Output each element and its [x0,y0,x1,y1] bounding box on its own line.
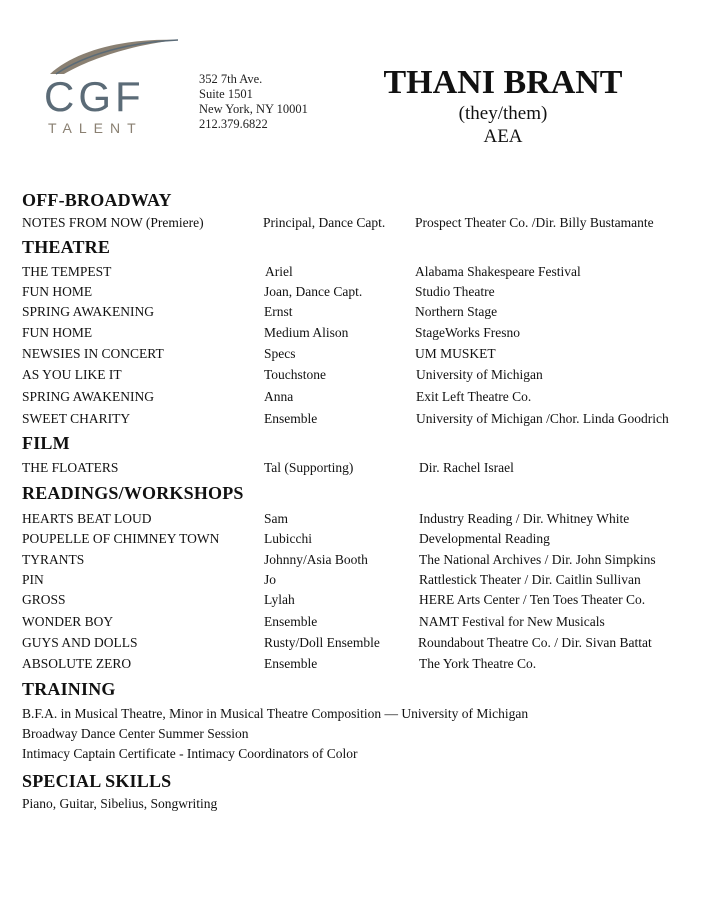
section-title-special-skills: SPECIAL SKILLS [22,771,172,791]
performer-name: THANI BRANT [383,64,623,101]
credit-role: Lubicchi [264,531,312,546]
credit-venue: University of Michigan [416,367,543,382]
credit-role: Ensemble [264,411,318,426]
credit-title: SPRING AWAKENING [22,304,155,319]
credit-venue: HERE Arts Center / Ten Toes Theater Co. [419,592,646,607]
credit-title: NEWSIES IN CONCERT [22,346,164,361]
credit-role: Medium Alison [264,325,349,340]
credit-title: HEARTS BEAT LOUD [22,511,152,526]
agency-logo [40,28,180,138]
pronouns: (they/them) [458,103,548,124]
credit-title: THE TEMPEST [22,264,112,279]
credit-venue: Rattlestick Theater / Dir. Caitlin Sullivan [419,572,641,587]
credit-venue: StageWorks Fresno [415,325,521,340]
credit-title: NOTES FROM NOW (Premiere) [22,215,204,230]
credit-title: FUN HOME [22,284,93,299]
credit-role: Touchstone [264,367,327,382]
training-line: Intimacy Captain Certificate - Intimacy Coordinators of Color [22,746,358,761]
credit-role: Tal (Supporting) [264,460,354,475]
credit-role: Johnny/Asia Booth [264,552,368,567]
section-title-training: TRAINING [22,679,116,699]
logo-swoosh-icon [46,28,180,76]
address-line: New York, NY 10001 [199,102,308,116]
section-title-readings-workshops: READINGS/WORKSHOPS [22,483,244,503]
address-line: Suite 1501 [199,87,253,101]
credit-venue: Exit Left Theatre Co. [416,389,532,404]
training-line: B.F.A. in Musical Theatre, Minor in Musical Theatre Composition — University of Michigan [22,706,529,721]
address-line: 352 7th Ave. [199,72,263,86]
credit-venue: The York Theatre Co. [419,656,537,671]
credit-venue: Northern Stage [415,304,498,319]
credit-title: ABSOLUTE ZERO [22,656,132,671]
credit-role: Jo [264,572,277,587]
credit-role: Anna [264,389,294,404]
credit-title: POUPELLE OF CHIMNEY TOWN [22,531,220,546]
credit-venue: Industry Reading / Dir. Whitney White [419,511,630,526]
credit-role: Ensemble [264,656,318,671]
credit-venue: University of Michigan /Chor. Linda Goodrich [416,411,669,426]
credit-venue: Developmental Reading [419,531,550,546]
credit-venue: The National Archives / Dir. John Simpkins [419,552,656,567]
training-line: Broadway Dance Center Summer Session [22,726,249,741]
credit-venue: Roundabout Theatre Co. / Dir. Sivan Battat [418,635,652,650]
credit-venue: NAMT Festival for New Musicals [419,614,605,629]
credit-venue: Dir. Rachel Israel [419,460,514,475]
credit-role: Ernst [264,304,293,319]
name-block [370,64,636,148]
logo-wordmark: CGF [44,73,145,120]
credit-title: GROSS [22,592,66,607]
credit-role: Lylah [264,592,295,607]
credit-role: Principal, Dance Capt. [263,215,386,230]
section-title-film: FILM [22,433,70,453]
section-title-off-broadway: OFF-BROADWAY [22,190,172,210]
union-affiliation: AEA [483,126,523,147]
credit-title: PIN [22,572,44,587]
skills-line: Piano, Guitar, Sibelius, Songwriting [22,796,218,811]
credit-role: Ariel [265,264,293,279]
credit-title: GUYS AND DOLLS [22,635,138,650]
credit-venue: UM MUSKET [415,346,496,361]
logo-subtitle: TALENT [48,120,143,136]
credit-role: Sam [264,511,289,526]
credit-title: SWEET CHARITY [22,411,131,426]
credit-title: TYRANTS [22,552,85,567]
credit-role: Ensemble [264,614,318,629]
credit-title: THE FLOATERS [22,460,119,475]
credit-role: Specs [264,346,296,361]
section-title-theatre: THEATRE [22,237,111,257]
credit-title: AS YOU LIKE IT [22,367,122,382]
credit-title: SPRING AWAKENING [22,389,155,404]
credit-venue: Prospect Theater Co. /Dir. Billy Bustamante [415,215,654,230]
credit-role: Joan, Dance Capt. [264,284,363,299]
agency-address [199,72,308,132]
credit-venue: Alabama Shakespeare Festival [415,264,581,279]
credit-title: WONDER BOY [22,614,114,629]
agency-phone: 212.379.6822 [199,117,268,131]
credit-venue: Studio Theatre [415,284,495,299]
credit-role: Rusty/Doll Ensemble [264,635,380,650]
credit-title: FUN HOME [22,325,93,340]
